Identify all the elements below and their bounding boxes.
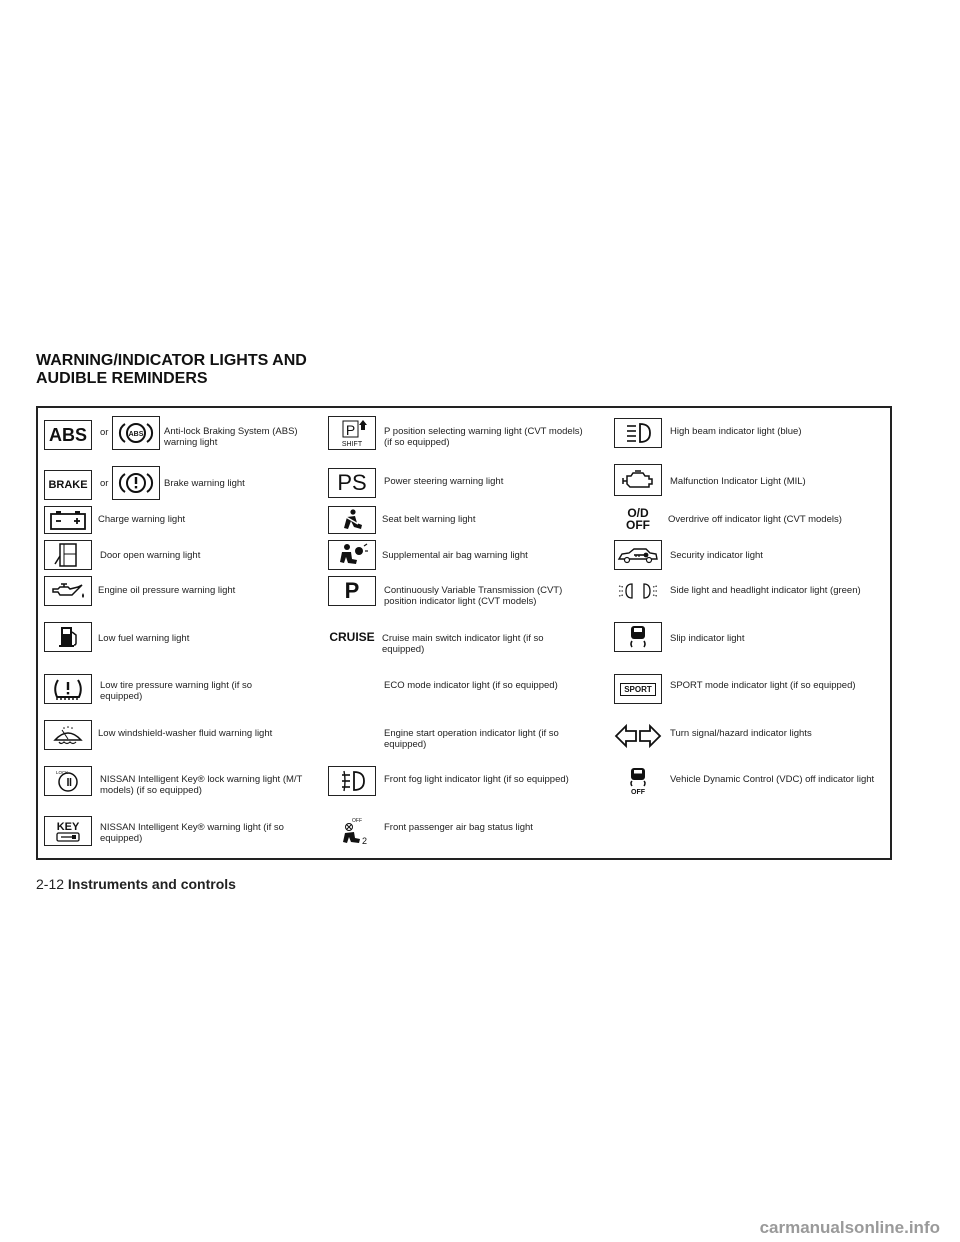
label-passenger-airbag: Front passenger air bag status light	[384, 822, 533, 833]
vdc-off-icon	[614, 766, 662, 796]
label-power-steering: Power steering warning light	[384, 476, 504, 487]
label-airbag: Supplemental air bag warning light	[382, 550, 528, 561]
p-shift-icon	[328, 416, 376, 450]
heading-line-1: WARNING/INDICATOR LIGHTS AND	[36, 352, 307, 369]
key-lock-icon	[44, 766, 92, 796]
engine-mil-icon	[614, 464, 662, 496]
label-fog: Front fog light indicator light (if so equipped)	[384, 774, 569, 785]
label-tire: Low tire pressure warning light (if so equipped)	[100, 680, 253, 702]
or-text: or	[100, 478, 109, 489]
label-charge: Charge warning light	[98, 514, 186, 525]
label-door: Door open warning light	[100, 550, 201, 561]
shift-text: SHIFT	[341, 441, 363, 448]
abs-small-text: ABS	[128, 431, 144, 438]
fuel-pump-icon	[44, 622, 92, 652]
watermark-text: carmanualsonline.info	[759, 1218, 940, 1237]
label-brake: Brake warning light	[164, 478, 245, 489]
label-engine-start: Engine start operation indicator light (if so equipped)	[384, 728, 559, 750]
label-key: NISSAN Intelligent Key® warning light (if so equipped)	[100, 822, 284, 844]
security-car-icon	[614, 540, 662, 570]
abs-text-icon: ABS	[44, 420, 92, 450]
shift-p-text: P	[345, 422, 356, 438]
fog-light-icon	[328, 766, 376, 796]
abs-circle-icon	[112, 416, 160, 450]
page-footer	[36, 876, 236, 892]
heading-line-2: AUDIBLE REMINDERS	[36, 370, 208, 387]
label-abs: Anti-lock Braking System (ABS) warning light	[164, 426, 298, 448]
airbag-off-text: OFF	[352, 818, 362, 824]
high-beam-icon	[614, 418, 662, 448]
label-cvt: Continuously Variable Transmission (CVT) position indicator light (CVT models)	[384, 585, 563, 607]
label-sport: SPORT mode indicator light (if so equipped)	[670, 680, 856, 691]
label-mil: Malfunction Indicator Light (MIL)	[670, 476, 806, 487]
side-light-icon	[614, 576, 662, 606]
label-od-off: Overdrive off indicator light (CVT models)	[668, 514, 842, 525]
page-number: 2-12	[36, 876, 65, 892]
airbag-number-text: 2	[362, 836, 368, 845]
slip-icon	[614, 622, 662, 652]
brake-circle-icon	[112, 466, 160, 500]
section-heading	[36, 352, 307, 388]
sport-badge: SPORT	[620, 683, 656, 696]
key-warning-icon	[44, 816, 92, 846]
airbag-icon	[328, 540, 376, 570]
sport-icon	[614, 674, 662, 704]
label-side-light: Side light and headlight indicator light (green)	[670, 585, 861, 596]
label-turn-signal: Turn signal/hazard indicator lights	[670, 728, 812, 739]
od-off-icon: O/D OFF	[614, 504, 662, 534]
label-p-position: P position selecting warning light (CVT models) (if so equipped)	[384, 426, 583, 448]
vdc-off-text: OFF	[631, 789, 645, 795]
passenger-airbag-icon	[328, 816, 376, 846]
label-key-lock: NISSAN Intelligent Key® lock warning light (M/T models) (if so equipped)	[100, 774, 303, 796]
oil-can-icon	[44, 576, 92, 606]
indicator-lights-panel	[36, 406, 892, 860]
section-name: Instruments and controls	[67, 876, 236, 892]
or-text: or	[100, 427, 109, 438]
lock-small-text: LOCK	[56, 770, 69, 775]
label-fuel: Low fuel warning light	[98, 633, 190, 644]
label-slip: Slip indicator light	[670, 633, 745, 644]
label-security: Security indicator light	[670, 550, 763, 561]
label-high-beam: High beam indicator light (blue)	[670, 426, 802, 437]
washer-fluid-icon	[44, 720, 92, 750]
battery-icon	[44, 506, 92, 534]
label-oil: Engine oil pressure warning light	[98, 585, 236, 596]
brake-text-icon: BRAKE	[44, 470, 92, 500]
cruise-icon: CRUISE	[328, 622, 376, 652]
tire-pressure-icon	[44, 674, 92, 704]
cvt-p-icon: P	[328, 576, 376, 606]
label-vdc-off: Vehicle Dynamic Control (VDC) off indicator light	[670, 774, 875, 785]
label-seat-belt: Seat belt warning light	[382, 514, 476, 525]
turn-signal-icon	[614, 720, 662, 752]
key-text: KEY	[56, 821, 80, 833]
label-washer: Low windshield-washer fluid warning light	[98, 728, 273, 739]
label-eco: ECO mode indicator light (if so equipped)	[384, 680, 558, 691]
door-open-icon	[44, 540, 92, 570]
ps-icon: PS	[328, 468, 376, 498]
seat-belt-icon	[328, 506, 376, 534]
label-cruise: Cruise main switch indicator light (if so equipped)	[382, 633, 544, 655]
